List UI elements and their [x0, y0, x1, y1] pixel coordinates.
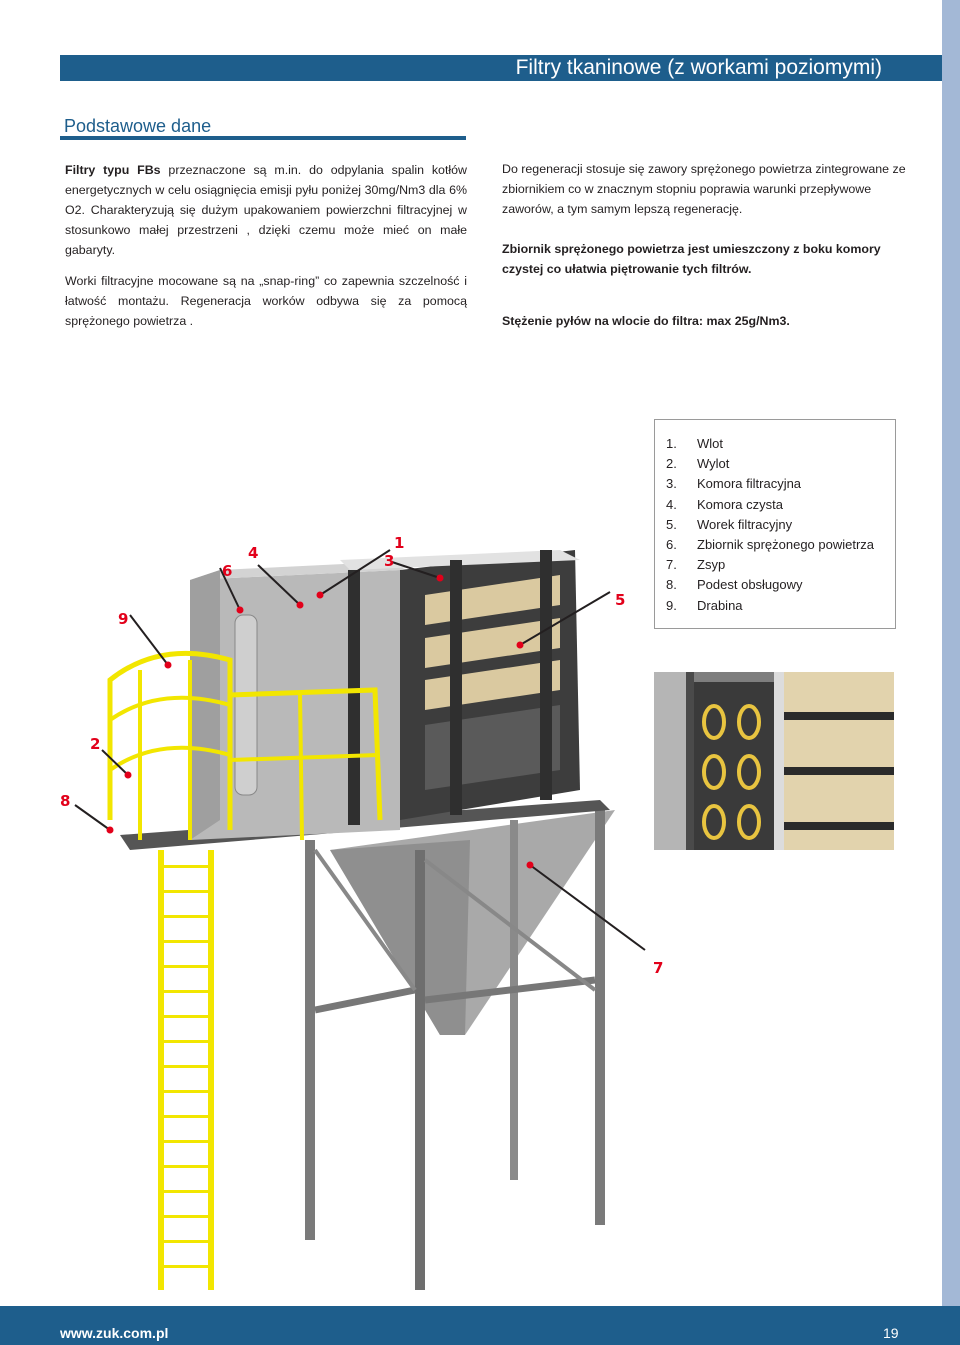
legend-item: 4. Komora czysta: [666, 496, 783, 512]
product-type: Filtry typu FBs: [65, 163, 161, 177]
legend-item: 6. Zbiornik sprężonego powietrza: [666, 536, 875, 552]
footer-url[interactable]: www.zuk.com.pl: [60, 1325, 169, 1341]
callout-4: 4: [248, 544, 259, 562]
callout-7: 7: [653, 959, 664, 977]
callout-5: 5: [615, 591, 626, 609]
mounting-paragraph: Worki filtracyjne mocowane są na „snap-ring” co zapewnia szczelność i łatwość montażu. Regeneracja worków odbywa się za pomocą sprężonego powietrza .: [65, 274, 467, 328]
tank-text: Zbiornik sprężonego powietrza jest umieszczony z boku komory czystej co ułatwia piętrowanie tych filtrów.: [502, 242, 881, 276]
intro-text: przeznaczone są m.in. do odpylania spalin kotłów energetycznych w celu osiągnięcia emisji pyłu poniżej 30mg/Nm3 dla 6% O2. Charakteryzują się dużym upakowaniem powierzchni filtracyjnej w stosunkowo małej przestrzeni , dzięki czemu może mieć on małe gabaryty.: [65, 163, 467, 257]
section-rule: [60, 136, 466, 140]
callout-3: 3: [384, 552, 395, 570]
legend-item: 1. Wlot: [666, 436, 723, 451]
dust-concentration: [502, 311, 906, 331]
legend-item: 8. Podest obsługowy: [666, 577, 803, 593]
section-heading: Podstawowe dane: [64, 116, 212, 136]
regeneration-paragraph: Do regeneracji stosuje się zawory sprężonego powietrza zintegrowane ze zbiornikiem co w znacznym stopniu poprawia warunki przepływowe zaworów, a tym samym lepszą regenerację.: [502, 162, 906, 216]
legend-item: 7. Zsyp: [666, 557, 726, 573]
legend-item: 2. Wylot: [666, 456, 730, 472]
title-band: [60, 55, 942, 81]
callout-9: 9: [118, 610, 129, 628]
page-number: 19: [883, 1325, 899, 1341]
right-column: [502, 159, 906, 331]
side-bar: [942, 0, 960, 1345]
inset-detail-image: [654, 672, 894, 850]
callout-6: 6: [222, 562, 233, 580]
page-title: Filtry tkaninowe (z workami poziomymi): [515, 56, 882, 79]
intro-paragraph: [65, 160, 467, 260]
tank-paragraph: [502, 239, 906, 279]
legend-item: 5. Worek filtracyjny: [666, 516, 793, 532]
callout-2: 2: [90, 735, 101, 753]
callout-8: 8: [60, 792, 71, 810]
filter-illustration: [40, 520, 700, 1300]
left-column: [65, 160, 467, 331]
legend-item: 9. Drabina: [666, 597, 743, 613]
legend-item: 3. Komora filtracyjna: [666, 476, 802, 492]
dust-text: Stężenie pyłów na wlocie do filtra: max 25g/Nm3.: [502, 314, 790, 328]
callout-1: 1: [394, 534, 405, 552]
